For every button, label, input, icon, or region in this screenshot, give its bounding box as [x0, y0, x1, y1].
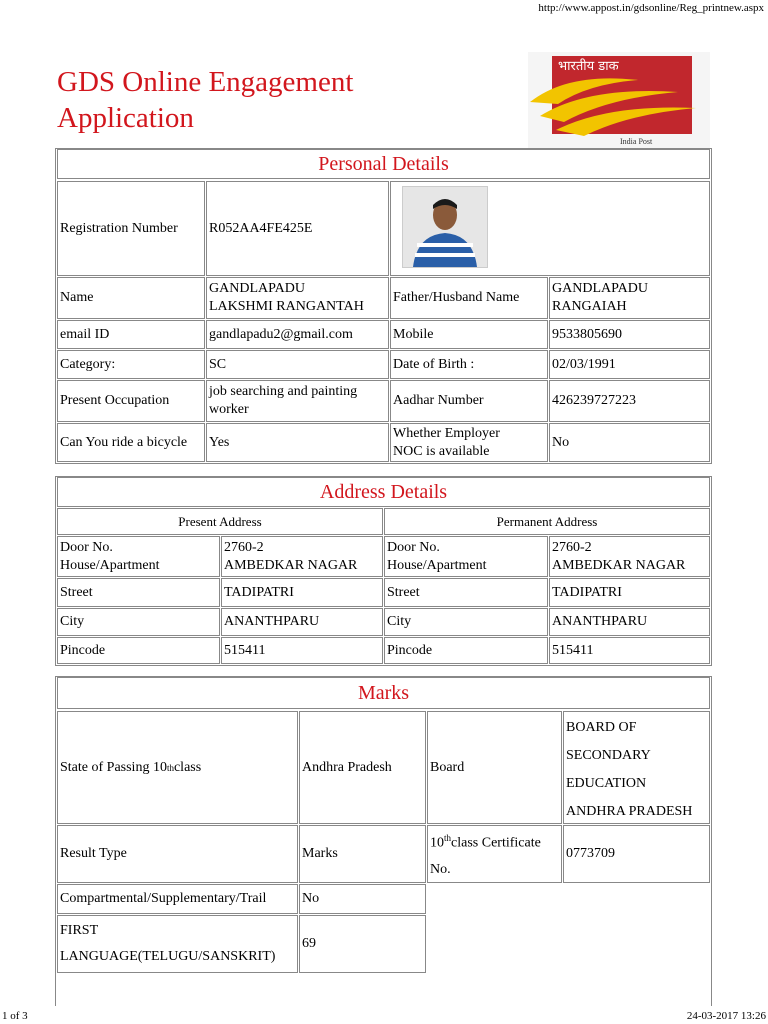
- bicycle-value: Yes: [206, 423, 389, 462]
- present-door-value-line-1: 2760-2: [224, 539, 264, 555]
- certificate-value: 0773709: [563, 825, 710, 883]
- permanent-door-value: [549, 536, 710, 577]
- svg-text:भारतीय डाक: भारतीय डाक: [558, 59, 619, 74]
- first-language-label: [57, 915, 298, 973]
- state-passing-value: Andhra Pradesh: [299, 711, 426, 824]
- present-door-label-line-1: Door No.: [60, 539, 113, 555]
- applicant-photo-icon: [403, 187, 487, 267]
- name-value-line-1: GANDLAPADU: [209, 281, 305, 296]
- permanent-door-value-line-2: AMBEDKAR NAGAR: [552, 557, 686, 573]
- reg-value: R052AA4FE425E: [206, 181, 389, 276]
- permanent-door-label-line-2: House/Apartment: [387, 557, 487, 573]
- permanent-door-value-line-1: 2760-2: [552, 539, 592, 555]
- name-value-line-2: LAKSHMI RANGANTAH: [209, 299, 364, 314]
- present-pincode-label: Pincode: [57, 637, 220, 664]
- email-value: gandlapadu2@gmail.com: [206, 320, 389, 349]
- first-language-label-line-1: FIRST: [60, 923, 99, 938]
- board-value: [563, 711, 710, 824]
- dob-label: Date of Birth :: [390, 350, 548, 379]
- aadhar-label: Aadhar Number: [390, 380, 548, 422]
- noc-label-line-1: Whether Employer: [393, 425, 500, 441]
- page-url: http://www.appost.in/gdsonline/Reg_printnew.aspx: [538, 2, 764, 14]
- aadhar-value: 426239727223: [549, 380, 710, 422]
- page-title: [57, 64, 353, 136]
- address-details-heading: Address Details: [57, 477, 710, 507]
- state-passing-label-pre: State of Passing 10: [60, 759, 167, 775]
- board-label: Board: [427, 711, 562, 824]
- india-post-logo-icon: [528, 52, 710, 148]
- permanent-street-label: Street: [384, 578, 548, 607]
- present-door-value: [221, 536, 383, 577]
- first-language-label-line-2: LANGUAGE(TELUGU/SANSKRIT): [60, 949, 276, 964]
- certificate-label-line-2: No.: [430, 861, 451, 877]
- board-value-line-3: EDUCATION: [566, 776, 647, 791]
- occupation-label: Present Occupation: [57, 380, 205, 422]
- mobile-value: 9533805690: [549, 320, 710, 349]
- father-value-line-2: RANGAIAH: [552, 299, 627, 314]
- certificate-label-pre: 10: [430, 835, 444, 851]
- personal-details-heading: Personal Details: [57, 149, 710, 179]
- present-city-label: City: [57, 608, 220, 636]
- father-value: [549, 277, 710, 319]
- permanent-city-label: City: [384, 608, 548, 636]
- india-post-logo: [528, 52, 710, 148]
- title-line-2: Application: [57, 102, 194, 134]
- present-door-label-line-2: House/Apartment: [60, 557, 160, 573]
- permanent-pincode-label: Pincode: [384, 637, 548, 664]
- board-value-line-1: BOARD OF: [566, 720, 637, 735]
- present-door-value-line-2: AMBEDKAR NAGAR: [224, 557, 358, 573]
- occupation-value-line-1: job searching and painting: [209, 384, 358, 399]
- category-value: SC: [206, 350, 389, 379]
- certificate-label-line-1: [430, 825, 541, 857]
- present-door-label: [57, 536, 220, 577]
- noc-value: No: [549, 423, 710, 462]
- marks-heading: Marks: [57, 677, 710, 709]
- dob-value: 02/03/1991: [549, 350, 710, 379]
- present-address-heading: Present Address: [57, 508, 383, 535]
- reg-label: Registration Number: [57, 181, 205, 276]
- certificate-label: [427, 825, 562, 883]
- page-counter: 1 of 3: [2, 1010, 28, 1022]
- occupation-value-line-2: worker: [209, 402, 249, 417]
- certificate-label-sup: th: [444, 833, 452, 844]
- board-value-line-2: SECONDARY: [566, 748, 651, 763]
- father-value-line-1: GANDLAPADU: [552, 281, 648, 296]
- permanent-street-value: TADIPATRI: [549, 578, 710, 607]
- father-label: Father/Husband Name: [390, 277, 548, 319]
- mobile-label: Mobile: [390, 320, 548, 349]
- applicant-photo: [402, 186, 488, 268]
- state-passing-label: [57, 711, 298, 824]
- occupation-value: [206, 380, 389, 422]
- permanent-door-label-line-1: Door No.: [387, 539, 440, 555]
- compartmental-value: No: [299, 884, 426, 914]
- state-passing-label-sup: th: [166, 762, 174, 773]
- result-type-value: Marks: [299, 825, 426, 883]
- title-line-1: GDS Online Engagement: [57, 66, 354, 98]
- bicycle-label: Can You ride a bicycle: [57, 423, 205, 462]
- permanent-address-heading: Permanent Address: [384, 508, 710, 535]
- compartmental-label: Compartmental/Supplementary/Trail: [57, 884, 298, 914]
- result-type-label: Result Type: [57, 825, 298, 883]
- present-pincode-value: 515411: [221, 637, 383, 664]
- certificate-label-post: class Certificate: [451, 835, 541, 851]
- first-language-value: 69: [299, 915, 426, 973]
- name-label: Name: [57, 277, 205, 319]
- permanent-pincode-value: 515411: [549, 637, 710, 664]
- present-street-value: TADIPATRI: [221, 578, 383, 607]
- name-value: [206, 277, 389, 319]
- noc-label-line-2: NOC is available: [393, 443, 490, 459]
- present-street-label: Street: [57, 578, 220, 607]
- permanent-door-label: [384, 536, 548, 577]
- state-passing-label-post: class: [173, 759, 202, 775]
- email-label: email ID: [57, 320, 205, 349]
- board-value-line-4: ANDHRA PRADESH: [566, 804, 693, 819]
- present-city-value: ANANTHPARU: [221, 608, 383, 636]
- category-label: Category:: [57, 350, 205, 379]
- permanent-city-value: ANANTHPARU: [549, 608, 710, 636]
- print-datetime: 24-03-2017 13:26: [686, 1010, 766, 1022]
- noc-label: [390, 423, 548, 462]
- logo-caption: India Post: [620, 137, 653, 146]
